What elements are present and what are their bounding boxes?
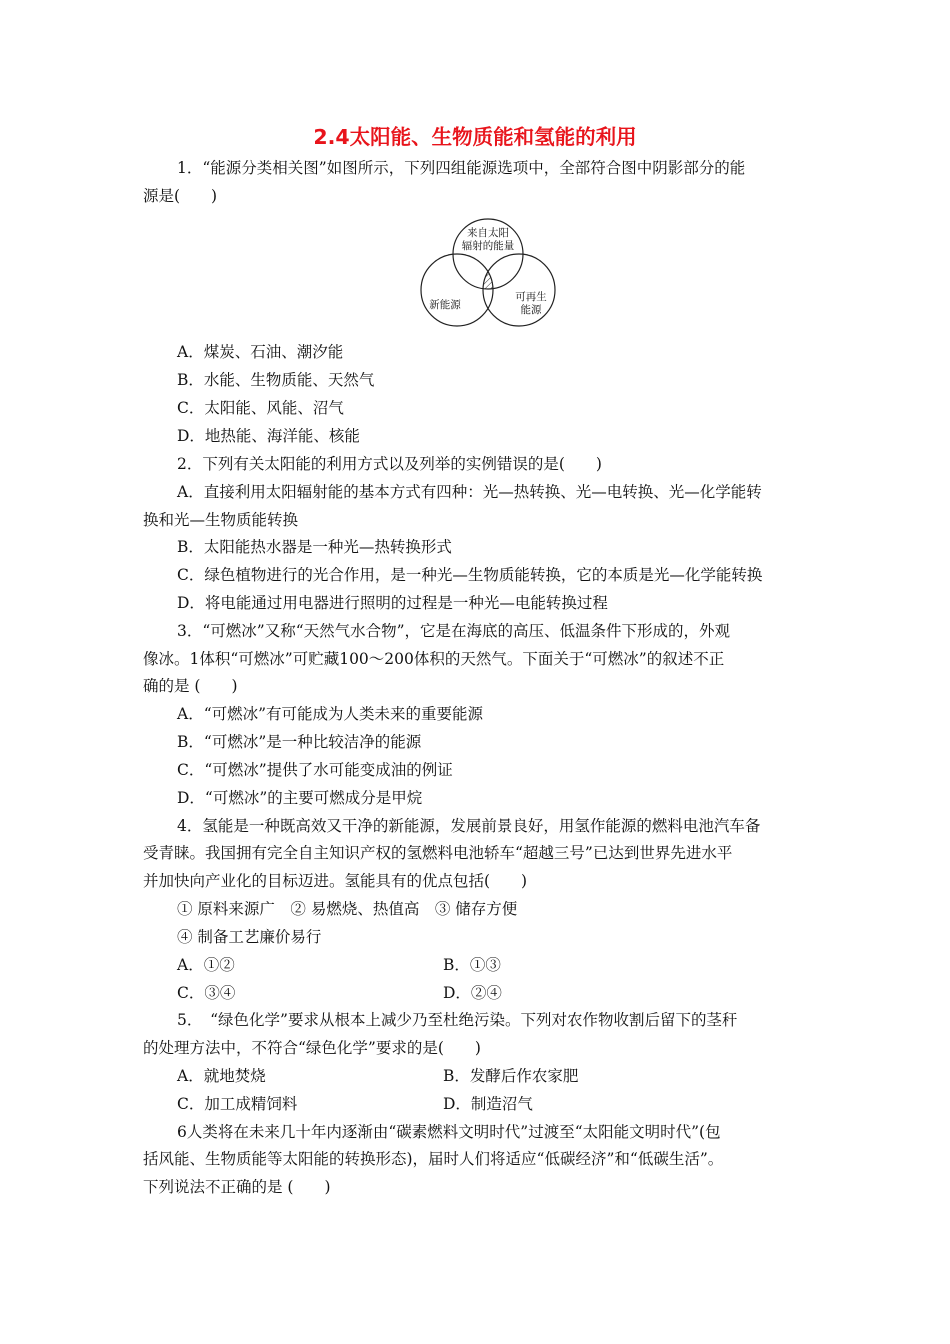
q1-stem-line2: 源是( ) <box>143 187 218 205</box>
q1-option-a: A．煤炭、石油、潮汐能 <box>177 343 344 361</box>
q3-option-a: A．“可燃冰”有可能成为人类未来的重要能源 <box>177 705 484 723</box>
q4-stem-line2: 受青睐。我国拥有完全自主知识产权的氢燃料电池轿车“超越三号”已达到世界先进水平 <box>143 844 733 862</box>
q4-stem-line1: 4．氢能是一种既高效又干净的新能源，发展前景良好，用氢作能源的燃料电池汽车备 <box>177 817 761 835</box>
label-renewable-line2: 能源 <box>520 304 542 316</box>
q5-option-b: B．发酵后作农家肥 <box>443 1067 579 1085</box>
q4-option-d: D．②④ <box>443 984 502 1002</box>
energy-classification-venn-diagram <box>414 218 562 328</box>
q4-items-line2: ④ 制备工艺廉价易行 <box>177 928 322 946</box>
q6-stem-line2: 括风能、生物质能等太阳能的转换形态)，届时人们将适应“低碳经济”和“低碳生活”。 <box>143 1150 724 1168</box>
q1-stem-line1: 1．“能源分类相关图”如图所示，下列四组能源选项中，全部符合图中阴影部分的能 <box>177 159 746 177</box>
q2-option-a-line2: 换和光—生物质能转换 <box>143 511 299 529</box>
q2-option-b: B．太阳能热水器是一种光—热转换形式 <box>177 538 452 556</box>
q3-stem-line1: 3．“可燃冰”又称“天然气水合物”，它是在海底的高压、低温条件下形成的，外观 <box>177 622 731 640</box>
q5-option-a: A．就地焚烧 <box>177 1067 266 1085</box>
q3-stem-line3: 确的是 ( ) <box>143 677 238 695</box>
label-solar-line2: 辐射的能量 <box>461 240 515 252</box>
label-renewable-line1: 可再生 <box>515 291 547 303</box>
q2-option-c: C．绿色植物进行的光合作用，是一种光—生物质能转换，它的本质是光—化学能转换 <box>177 566 763 584</box>
q2-stem: 2．下列有关太阳能的利用方式以及列举的实例错误的是( ) <box>177 455 602 473</box>
q2-option-d: D．将电能通过用电器进行照明的过程是一种光—电能转换过程 <box>177 594 608 612</box>
q3-option-d: D．“可燃冰”的主要可燃成分是甲烷 <box>177 789 423 807</box>
label-new-energy: 新能源 <box>429 299 461 311</box>
q6-stem-line1: 6人类将在未来几十年内逐渐由“碳素燃料文明时代”过渡至“太阳能文明时代”(包 <box>177 1123 721 1141</box>
q2-option-a-line1: A．直接利用太阳辐射能的基本方式有四种：光—热转换、光—电转换、光—化学能转 <box>177 483 762 501</box>
q3-option-c: C．“可燃冰”提供了水可能变成油的例证 <box>177 761 453 779</box>
q5-stem-line2: 的处理方法中，不符合“绿色化学”要求的是( ) <box>143 1039 481 1057</box>
q1-option-c: C．太阳能、风能、沼气 <box>177 399 344 417</box>
q6-stem-line3: 下列说法不正确的是 ( ) <box>143 1178 331 1196</box>
page-title: 2.4太阳能、生物质能和氢能的利用 <box>313 125 637 149</box>
q4-stem-line3: 并加快向产业化的目标迈进。氢能具有的优点包括( ) <box>143 872 528 890</box>
q4-option-c: C．③④ <box>177 984 236 1002</box>
q3-stem-line2: 像冰。1体积“可燃冰”可贮藏100～200体积的天然气。下面关于“可燃冰”的叙述不正 <box>143 650 725 668</box>
q4-option-a: A．①② <box>177 956 235 974</box>
q5-stem-line1: 5． “绿色化学”要求从根本上减少乃至杜绝污染。下列对农作物收割后留下的茎秆 <box>177 1011 738 1029</box>
label-solar-line1: 来自太阳 <box>467 227 509 239</box>
circle-new-energy <box>421 254 493 326</box>
q4-option-b: B．①③ <box>443 956 501 974</box>
q5-option-d: D．制造沼气 <box>443 1095 533 1113</box>
q3-option-b: B．“可燃冰”是一种比较洁净的能源 <box>177 733 422 751</box>
q5-option-c: C．加工成精饲料 <box>177 1095 298 1113</box>
q1-option-b: B．水能、生物质能、天然气 <box>177 371 375 389</box>
circle-renewable <box>483 254 555 326</box>
q4-items-line1: ① 原料来源广 ② 易燃烧、热值高 ③ 储存方便 <box>177 900 518 918</box>
q1-option-d: D．地热能、海洋能、核能 <box>177 427 360 445</box>
